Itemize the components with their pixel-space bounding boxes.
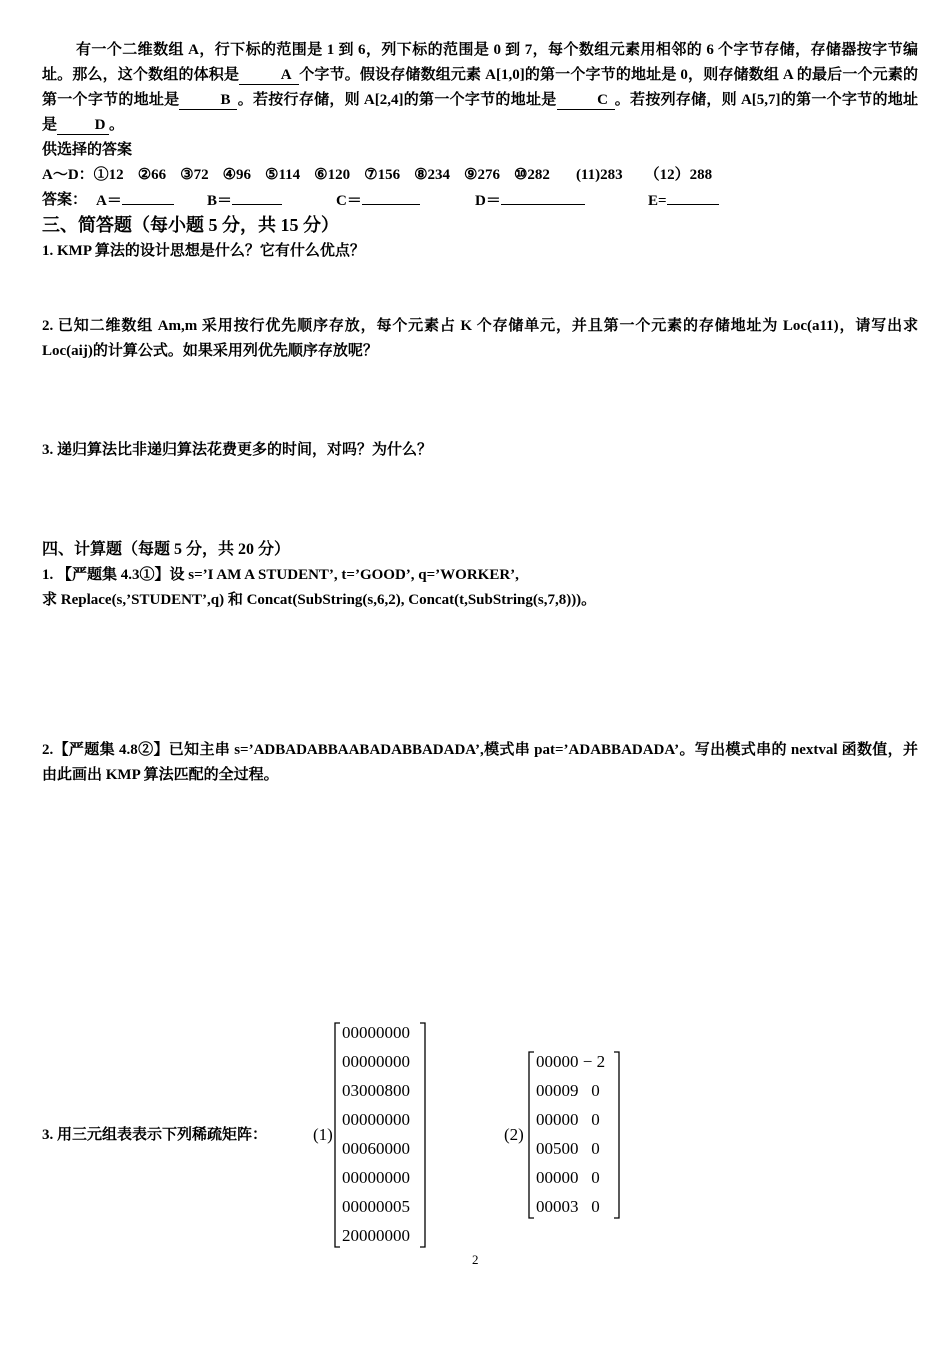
answer-d-blank (501, 188, 585, 205)
page-number: 2 (472, 1252, 479, 1267)
array-question-after-b: 。若按行存储，则 A[2,4]的第一个字节的地址是 (237, 92, 557, 108)
answer-c-blank (362, 188, 420, 205)
matrix1-right-bracket (420, 1023, 425, 1247)
blank-c: C (557, 91, 615, 110)
choices-label: 供选择的答案 (42, 142, 133, 158)
matrix2-row: 00003 0 (536, 1197, 600, 1216)
answer-e (648, 188, 719, 213)
array-question (42, 38, 918, 138)
section3-q3: 3. 递归算法比非递归算法花费更多的时间，对吗？为什么？ (42, 442, 433, 458)
matrix2-row: 00000 − 2 (536, 1052, 606, 1071)
answer-a (96, 188, 174, 213)
array-question-after-a: 个字节。假设存储数组元素 A[1,0]的第一个字节的地址是 0，则存储数组 A 的最后一个元素的第一个字节的地址是 (42, 67, 918, 108)
section4-q3-label: 3. 用三元组表表示下列稀疏矩阵： (42, 1127, 268, 1143)
answer-a-blank (122, 188, 174, 205)
matrix2-row: 00500 0 (536, 1139, 600, 1158)
answer-line (42, 188, 87, 212)
matrix2-row: 00000 0 (536, 1110, 600, 1129)
answer-b-label: B＝ (207, 193, 233, 209)
answer-e-label: E= (648, 193, 667, 209)
matrix1-row: 00000000 (342, 1023, 410, 1042)
section4-q1-line2: 求 Replace(s,’STUDENT’,q) 和 Concat(SubString(s,6,2), Concat(t,SubString(s,7,8)))。 (42, 592, 597, 608)
choice-item: ⑤114 (265, 167, 301, 183)
answer-d-label: D＝ (475, 193, 501, 209)
choice-item: ②66 (137, 167, 167, 183)
matrix2-label: (2) (504, 1125, 524, 1144)
matrix1-left-bracket (335, 1023, 340, 1247)
choice-item: ④96 (222, 167, 252, 183)
matrix1-row: 00060000 (342, 1139, 410, 1158)
choice-item: ⑥120 (314, 167, 351, 183)
choice-item: ⑨276 (464, 167, 500, 183)
answer-d (475, 188, 585, 213)
choice-item: ③72 (180, 167, 209, 183)
section4-q2: 2.【严题集 4.8②】已知主串 s=’ADBADABBAABADABBADADA’,模式串 pat=’ADABBADADA’。写出模式串的 nextval 函数值，并由此画出 KMP 算法匹配的全过程。 (42, 742, 918, 783)
blank-a: A (239, 66, 299, 85)
matrix2-row: 00009 0 (536, 1081, 600, 1100)
section4-q1-line1: 1. 【严题集 4.3①】设 s=’I AM A STUDENT’, t=’GOOD’, q=’WORKER’, (42, 567, 519, 583)
matrix1-row: 00000000 (342, 1110, 410, 1129)
matrix1-row: 20000000 (342, 1226, 410, 1245)
array-question-intro: 有一个二维数组 A，行下标的范围是 1 到 6，列下标的范围是 0 到 7，每个数组元素用相邻的 6 个字节存储，存储器按字节编址。那么，这个数组的体积是 (42, 42, 918, 83)
matrix1-row: 00000000 (342, 1168, 410, 1187)
choices-prefix: A～D： (42, 167, 94, 183)
section3-q1: 1. KMP 算法的设计思想是什么？它有什么优点？ (42, 243, 365, 259)
section3-title: 三、简答题（每小题 5 分，共 15 分） (42, 215, 339, 235)
matrix1-label: (1) (313, 1125, 333, 1144)
matrix2-brackets (526, 1050, 624, 1220)
matrix2-left-bracket (529, 1052, 534, 1218)
blank-b: B (179, 91, 237, 110)
choice-item: ⑩282 (513, 167, 550, 183)
matrix1-row: 03000800 (342, 1081, 410, 1100)
choice-item: ⑧234 (414, 167, 451, 183)
answer-e-blank (667, 188, 719, 205)
array-question-after-c: 。若按列存储，则 A[5,7]的第一个字节的地址是 (42, 92, 918, 133)
answer-a-label: A＝ (96, 193, 122, 209)
blank-d: D (57, 116, 109, 135)
choice-item: (11)283 (575, 167, 623, 183)
section4-title: 四、计算题（每题 5 分，共 20 分） (42, 541, 291, 558)
section3-q2: 2. 已知二维数组 Am,m 采用按行优先顺序存放，每个元素占 K 个存储单元，并且第一个元素的存储地址为 Loc(a11)，请写出求 Loc(aij)的计算公式。如果采用列优先顺序存放呢？ (42, 318, 918, 359)
array-question-end: 。 (109, 117, 125, 133)
matrix2-row: 00000 0 (536, 1168, 600, 1187)
answer-c (336, 188, 420, 213)
matrix2-right-bracket (614, 1052, 619, 1218)
answer-b-blank (232, 188, 282, 205)
choices-list (42, 163, 712, 187)
answer-b (207, 188, 282, 213)
choice-item: ⑦156 (364, 167, 401, 183)
choice-item: （12）288 (644, 167, 713, 183)
answer-c-label: C＝ (336, 193, 362, 209)
matrix1-row: 00000000 (342, 1052, 410, 1071)
answer-prefix: 答案： (42, 192, 88, 208)
matrix1-row: 00000005 (342, 1197, 410, 1216)
choice-item: ①12 (93, 167, 124, 183)
